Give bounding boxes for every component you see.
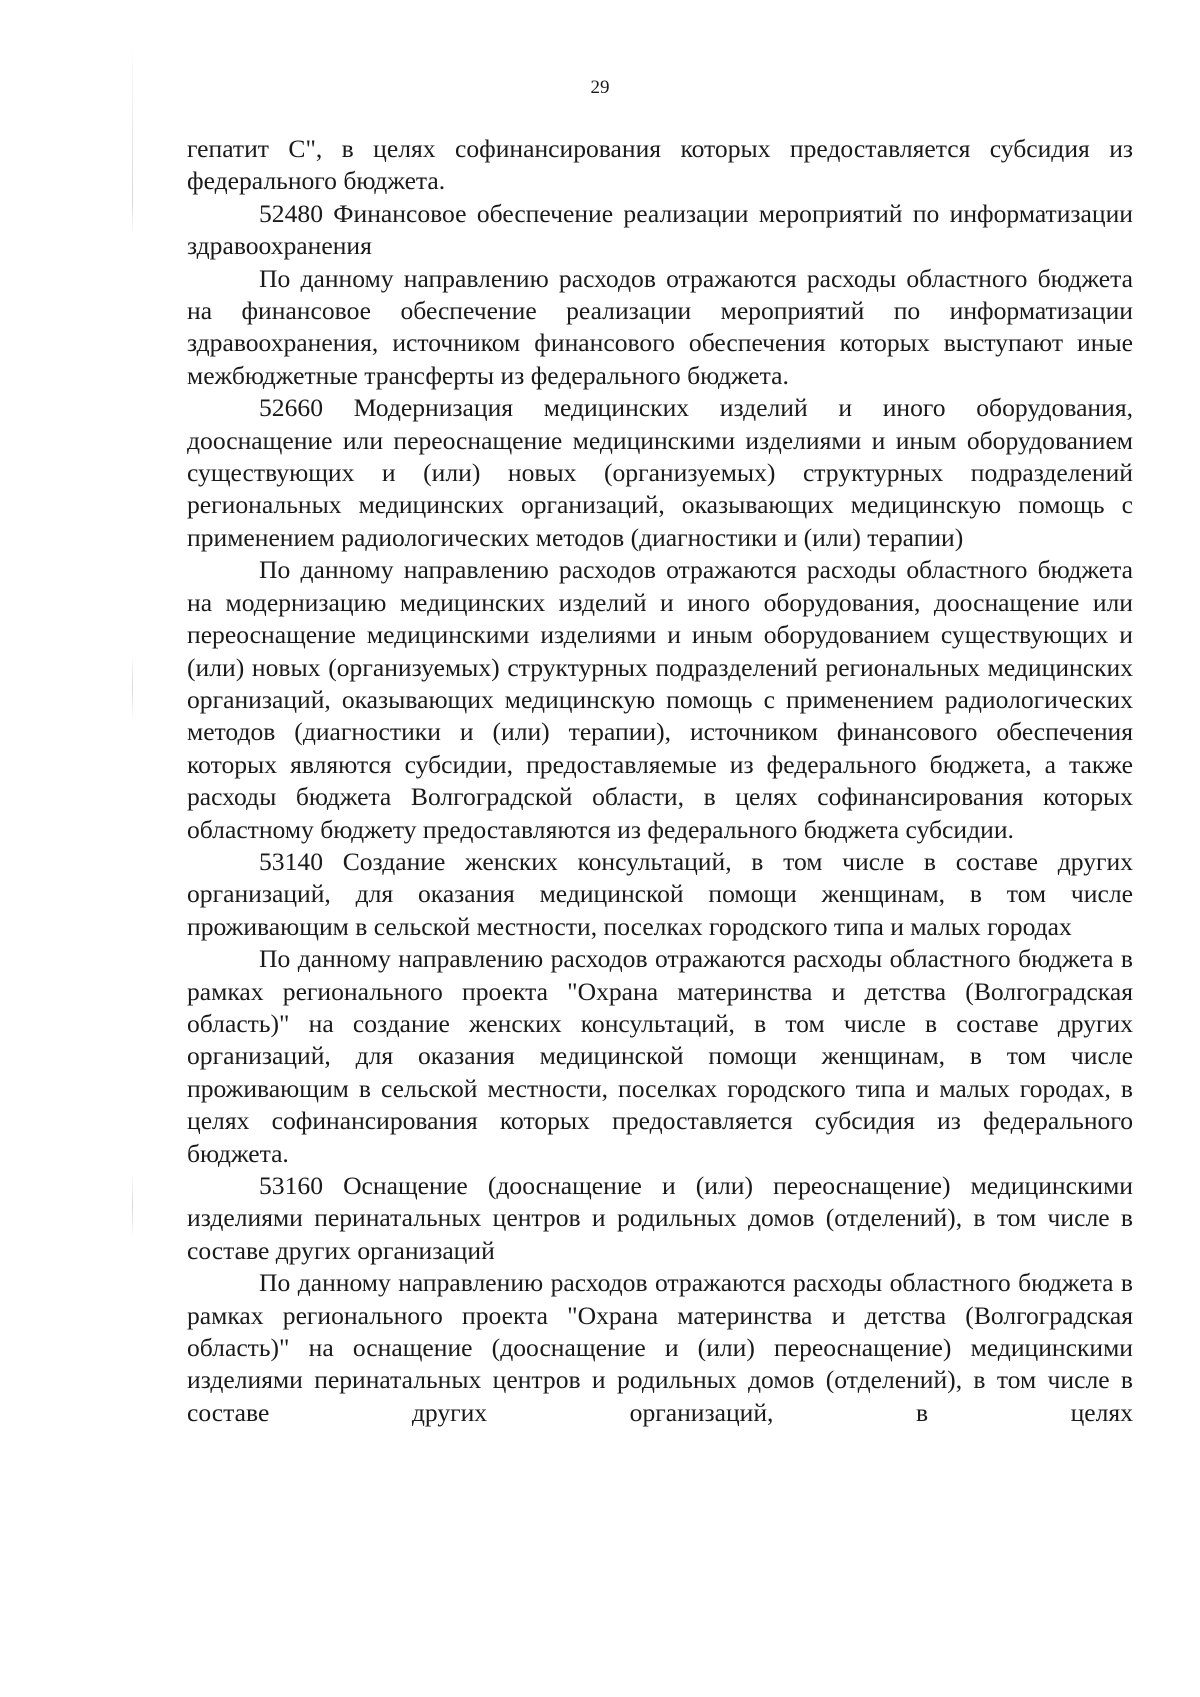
paragraph-expense-description: По данному направлению расходов отражаются расходы областного бюджета на финансовое обеспечение реализации мероприятий по информатизации здравоохранения, источником финансового обеспечения которых выступают иные межбюджетные трансферты из федерального бюджета. (187, 263, 1133, 390)
expense-code-heading-52480: 52480 Финансовое обеспечение реализации мероприятий по информатизации здравоохранения (187, 198, 1133, 261)
paragraph-continuation: гепатит С", в целях софинансирования которых предоставляется субсидия из федерального бюджета. (187, 134, 1133, 196)
paragraph-expense-description: По данному направлению расходов отражаются расходы областного бюджета в рамках регионального проекта "Охрана материнства и детства (Волгоградская область)" на создание женских консультаций, в том числе в составе других организаций, для оказания медицинской помощи женщинам, в том числе проживающим в сельской местности, поселках городского типа и малых городах, в целях софинансирования которых предоставляется субсидия из федерального бюджета. (187, 944, 1133, 1168)
expense-code-heading-53140: 53140 Создание женских консультаций, в том числе в составе других организаций, для оказания медицинской помощи женщинам, в том числе проживающим в сельской местности, поселках городского типа и малых городах (187, 846, 1133, 941)
expense-code-heading-53160: 53160 Оснащение (дооснащение и (или) переоснащение) медицинскими изделиями перинатальных центров и родильных домов (отделений), в том числе в составе других организаций (187, 1171, 1133, 1265)
paragraph-expense-description: По данному направлению расходов отражаются расходы областного бюджета в рамках регионального проекта "Охрана материнства и детства (Волгоградская область)" на оснащение (дооснащение и (или) переоснащение) медицинскими изделиями перинатальных центров и родильных домов (отделений), в том числе в составе других организаций, в целях (187, 1268, 1133, 1427)
expense-code-heading-52660: 52660 Модернизация медицинских изделий и иного оборудования, дооснащение или переоснащение медицинскими изделиями и иным оборудованием существующих и (или) новых (организуемых) структурных подразделений региональных медицинских организаций, оказывающих медицинскую помощь с применением радиологических методов (диагностики и (или) терапии) (187, 393, 1133, 552)
page-number: 29 (590, 77, 610, 98)
document-body (187, 133, 1133, 1429)
paragraph-expense-description: По данному направлению расходов отражаются расходы областного бюджета на модернизацию медицинских изделий и иного оборудования, дооснащение или переоснащение медицинскими изделиями и иным оборудованием существующих и (или) новых (организуемых) структурных подразделений региональных медицинских организаций, оказывающих медицинскую помощь с применением радиологических методов (диагностики и (или) терапии), источником финансового обеспечения которых являются субсидии, предоставляемые из федерального бюджета, а также расходы бюджета Волгоградской области, в целях софинансирования которых областному бюджету предоставляются из федерального бюджета субсидии. (187, 555, 1133, 844)
scan-margin-mark (132, 40, 133, 1660)
